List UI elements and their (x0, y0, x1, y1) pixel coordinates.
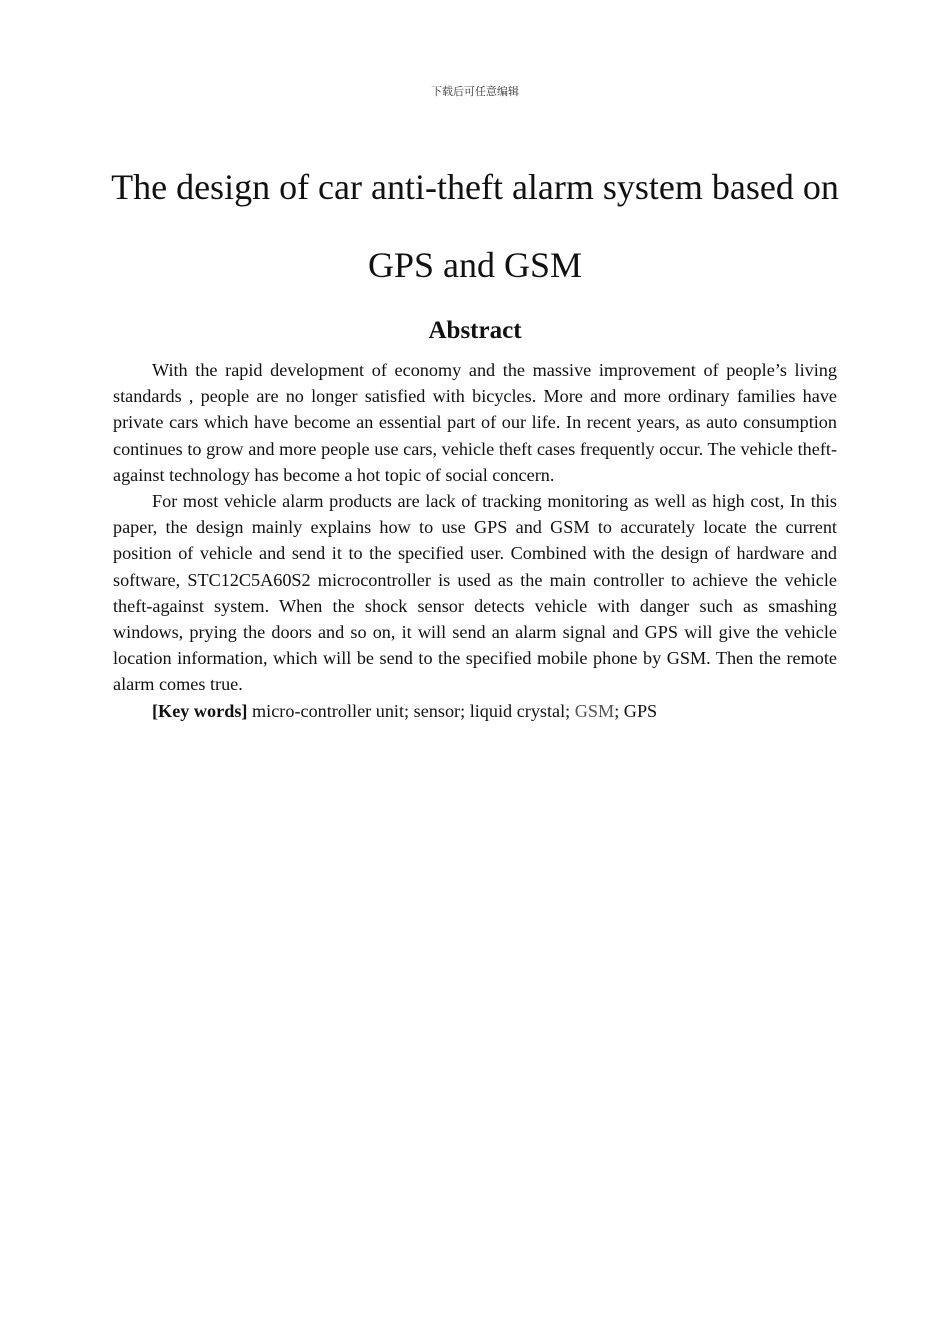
keywords-label: [Key words] (152, 700, 248, 721)
abstract-heading: Abstract (428, 317, 522, 344)
abstract-paragraph: For most vehicle alarm products are lack of tracking monitoring as well as high cost, In this paper, the design mainly explains how to use GPS and GSM to accurately locate the current position of vehicle and send it to the specified user. Combined with the design of hardware and software, STC12C5A60S2 microcontroller is used as the main controller to achieve the vehicle theft-against system. When the shock sensor detects vehicle with danger such as smashing windows, prying the doors and so on, it will send an alarm signal and GPS will give the vehicle location information, which will be send to the specified mobile phone by GSM. Then the remote alarm comes true. (113, 491, 837, 695)
keyword-gsm: GSM (574, 700, 615, 721)
abstract-body (113, 357, 837, 724)
document-title: The design of car anti-theft alarm system based on GPS and GSM (111, 167, 839, 285)
keywords-line (113, 698, 837, 724)
keywords-text: micro-controller unit; sensor; liquid crystal; (247, 700, 575, 721)
header-note: 下载后可任意编辑 (431, 85, 519, 98)
abstract-paragraph: With the rapid development of economy and the massive improvement of people’s living standards , people are no longer satisfied with bicycles. More and more ordinary families have private cars which have become an essential part of our life. In recent years, as auto consumption continues to grow and more people use cars, vehicle theft cases frequently occur. The vehicle theft-against technology has become a hot topic of social concern. (113, 360, 837, 485)
keywords-text-end: ; GPS (614, 700, 658, 721)
